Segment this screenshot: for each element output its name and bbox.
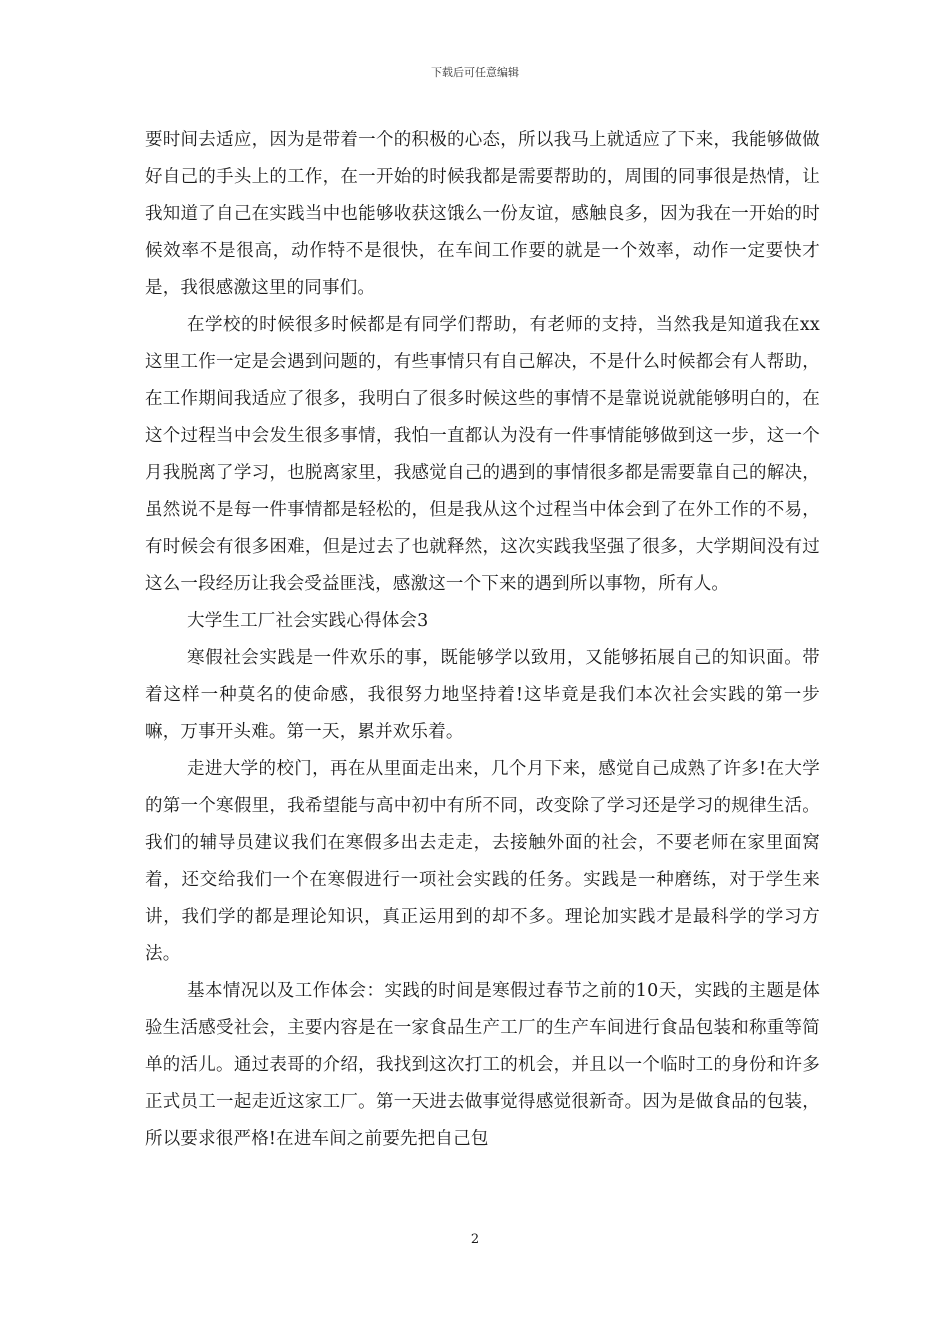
paragraph-5: 基本情况以及工作体会：实践的时间是寒假过春节之前的10天，实践的主题是体验生活感受社会，主要内容是在一家食品生产工厂的生产车间进行食品包装和称重等简单的活儿。通过表哥的介绍，我找到这次打工的机会，并且以一个临时工的身份和许多正式员工一起走近这家工厂。第一天进去做事觉得感觉很新奇。因为是做食品的包装，所以要求很严格!在进车间之前要先把自己包	[145, 981, 820, 1149]
page-header: 下载后可任意编辑	[431, 66, 519, 79]
page-number: 2	[470, 1232, 480, 1247]
paragraph-1: 要时间去适应，因为是带着一个的积极的心态，所以我马上就适应了下来，我能够做做好自己的手头上的工作，在一开始的时候我都是需要帮助的，周围的同事很是热情，让我知道了自己在实践当中也能够收获这饿么一份友谊，感触良多，因为我在一开始的时候效率不是很高，动作特不是很快，在车间工作要的就是一个效率，动作一定要快才是，我很感激这里的同事们。	[145, 130, 820, 298]
document-body	[145, 122, 820, 1158]
paragraph-2: 在学校的时候很多时候都是有同学们帮助，有老师的支持，当然我是知道我在xx这里工作一定是会遇到问题的，有些事情只有自己解决，不是什么时候都会有人帮助，在工作期间我适应了很多，我明白了很多时候这些的事情不是靠说说就能够明白的，在这个过程当中会发生很多事情，我怕一直都认为没有一件事情能够做到这一步，这一个月我脱离了学习，也脱离家里，我感觉自己的遇到的事情很多都是需要靠自己的解决，虽然说不是每一件事情都是轻松的，但是我从这个过程当中体会到了在外工作的不易，有时候会有很多困难，但是过去了也就释然，这次实践我坚强了很多，大学期间没有过这么一段经历让我会受益匪浅，感激这一个下来的遇到所以事物，所有人。	[145, 315, 820, 594]
paragraph-3: 寒假社会实践是一件欢乐的事，既能够学以致用，又能够拓展自己的知识面。带着这样一种莫名的使命感，我很努力地坚持着!这毕竟是我们本次社会实践的第一步嘛，万事开头难。第一天，累并欢乐着。	[145, 648, 820, 742]
paragraph-4: 走进大学的校门，再在从里面走出来，几个月下来，感觉自己成熟了许多!在大学的第一个寒假里，我希望能与高中初中有所不同，改变除了学习还是学习的规律生活。我们的辅导员建议我们在寒假多出去走走，去接触外面的社会，不要老师在家里面窝着，还交给我们一个在寒假进行一项社会实践的任务。实践是一种磨练，对于学生来讲，我们学的都是理论知识，真正运用到的却不多。理论加实践才是最科学的学习方法。	[145, 759, 820, 964]
section-heading: 大学生工厂社会实践心得体会3	[187, 611, 429, 631]
